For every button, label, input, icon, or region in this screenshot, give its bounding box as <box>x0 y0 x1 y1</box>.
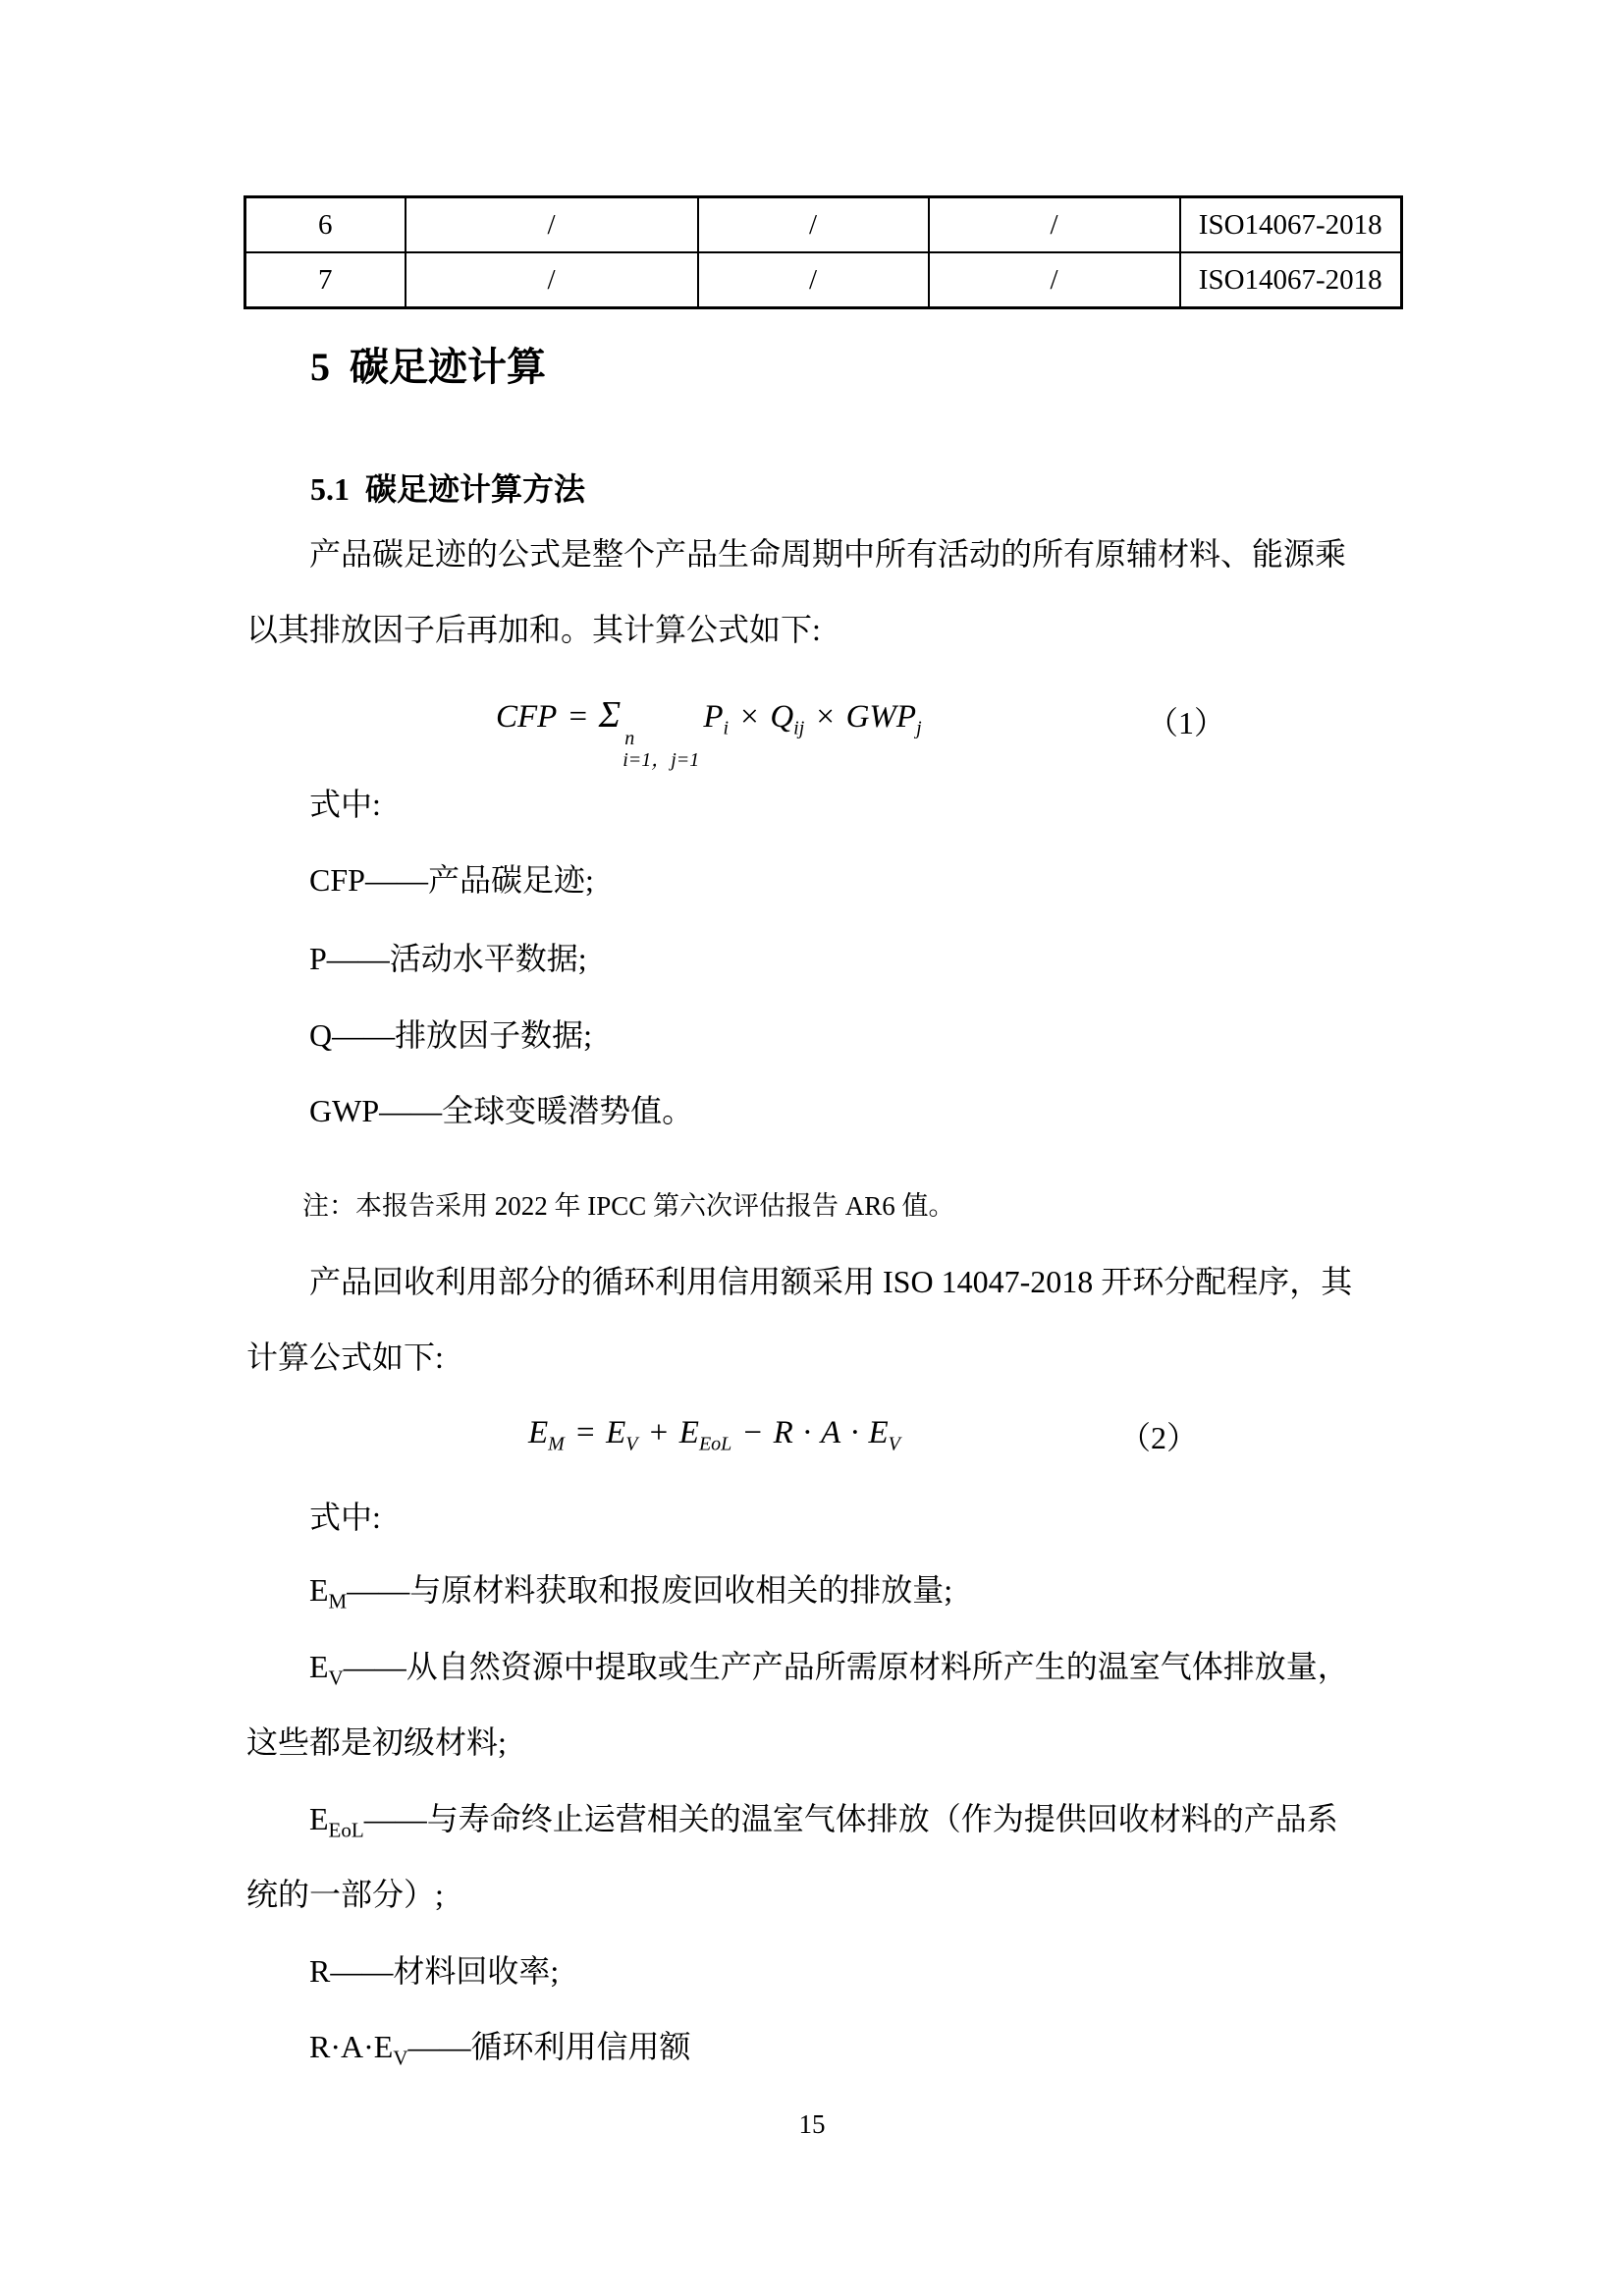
ev-symbol-subscript: V <box>328 1666 344 1690</box>
term-gwp: GWP <box>845 699 917 735</box>
dot-operator: · <box>850 1415 859 1450</box>
sigma-lower-limit: i=1，j=1 <box>623 749 700 771</box>
table-cell: ISO14067-2018 <box>1180 252 1402 308</box>
where2-em-line <box>309 1569 952 1611</box>
raev-symbol: R·A·E <box>309 2029 394 2064</box>
where2-ev-line <box>309 1646 1349 1690</box>
table-cell: / <box>929 252 1180 308</box>
where2-r-line: R——材料回收率; <box>309 1953 560 1989</box>
where2-eeol-line <box>309 1798 1338 1842</box>
table-cell: / <box>698 197 929 253</box>
subsection-title: 碳足迹计算方法 <box>365 471 586 507</box>
term-ev-subscript: V <box>625 1433 638 1455</box>
paragraph1-line1: 产品碳足迹的公式是整个产品生命周期中所有活动的所有原辅材料、能源乘 <box>309 536 1347 572</box>
term-p: P <box>703 699 724 735</box>
term-em: E <box>528 1415 549 1450</box>
where2-head: 式中: <box>309 1500 381 1535</box>
ipcc-note: 注：本报告采用 2022 年 IPCC 第六次评估报告 AR6 值。 <box>302 1191 955 1221</box>
times-sign: × <box>738 699 761 735</box>
formula2-number: （2） <box>1119 1420 1199 1455</box>
ev-definition: ——从自然资源中提取或生产产品所需原材料所产生的温室气体排放量， <box>343 1649 1349 1684</box>
term-gwp-subscript: j <box>916 717 922 739</box>
term-p-subscript: i <box>723 717 730 739</box>
term-r: R <box>773 1415 793 1450</box>
standards-table <box>244 195 1403 309</box>
where2-ev-continuation: 这些都是初级材料; <box>246 1724 507 1760</box>
table-cell: 7 <box>245 252 406 308</box>
term-ev: E <box>606 1415 626 1450</box>
section-heading <box>310 344 546 391</box>
paragraph2-line1: 产品回收利用部分的循环利用信用额采用 ISO 14047-2018 开环分配程序，其 <box>309 1264 1353 1299</box>
formula-lhs: CFP <box>496 699 558 735</box>
formula1-number: （1） <box>1147 705 1226 740</box>
eeol-definition: ——与寿命终止运营相关的温室气体排放（作为提供回收材料的产品系 <box>363 1801 1338 1836</box>
table-cell: / <box>406 197 698 253</box>
section-number: 5 <box>310 345 330 389</box>
sigma-symbol: Σ <box>598 694 622 736</box>
table-row <box>245 252 1402 308</box>
em-symbol-subscript: M <box>328 1589 348 1613</box>
where1-head: 式中: <box>309 787 381 822</box>
times-sign: × <box>814 699 837 735</box>
formula-em <box>528 1413 900 1455</box>
minus-sign: − <box>741 1415 764 1450</box>
term-a: A <box>821 1415 841 1450</box>
eeol-symbol: E <box>309 1801 329 1836</box>
term-eeol-subscript: EoL <box>698 1433 732 1455</box>
em-symbol: E <box>309 1572 329 1608</box>
where1-p-line: P——活动水平数据; <box>309 941 587 976</box>
table-cell: / <box>406 252 698 308</box>
where1-cfp-line: CFP——产品碳足迹; <box>309 862 594 898</box>
term-q-subscript: ij <box>793 717 805 739</box>
raev-symbol-subscript: V <box>393 2046 408 2070</box>
page-number: 15 <box>798 2109 826 2139</box>
term-em-subscript: M <box>548 1433 565 1455</box>
equals-sign: = <box>573 1415 597 1450</box>
raev-definition: ——循环利用信用额 <box>407 2029 691 2064</box>
table-cell: / <box>929 197 1180 253</box>
table-row <box>245 197 1402 253</box>
term-q: Q <box>770 699 794 735</box>
em-definition: ——与原材料获取和报废回收相关的排放量; <box>347 1572 953 1608</box>
sigma-limits <box>623 728 699 771</box>
eeol-symbol-subscript: EoL <box>328 1818 364 1842</box>
term-eeol: E <box>678 1415 699 1450</box>
plus-sign: + <box>647 1415 670 1450</box>
subsection-heading <box>310 469 585 509</box>
dot-operator: · <box>802 1415 812 1450</box>
equals-sign: = <box>567 699 589 735</box>
paragraph1-line2: 以其排放因子后再加和。其计算公式如下: <box>246 612 821 647</box>
where2-raev-line <box>309 2026 691 2070</box>
subsection-number: 5.1 <box>310 471 350 507</box>
table-cell: ISO14067-2018 <box>1180 197 1402 253</box>
term-ev2: E <box>868 1415 889 1450</box>
term-ev2-subscript: V <box>888 1433 900 1455</box>
section-title: 碳足迹计算 <box>350 346 546 389</box>
where2-eeol-continuation: 统的一部分）; <box>246 1877 444 1912</box>
table-cell: 6 <box>245 197 406 253</box>
paragraph2-line2: 计算公式如下: <box>246 1339 444 1375</box>
sigma-upper-limit: n <box>624 728 635 749</box>
table-cell: / <box>698 252 929 308</box>
formula-cfp <box>496 695 922 771</box>
where1-q-line: Q——排放因子数据; <box>309 1017 593 1053</box>
where1-gwp-line: GWP——全球变暖潜势值。 <box>309 1093 694 1128</box>
ev-symbol: E <box>309 1649 329 1684</box>
